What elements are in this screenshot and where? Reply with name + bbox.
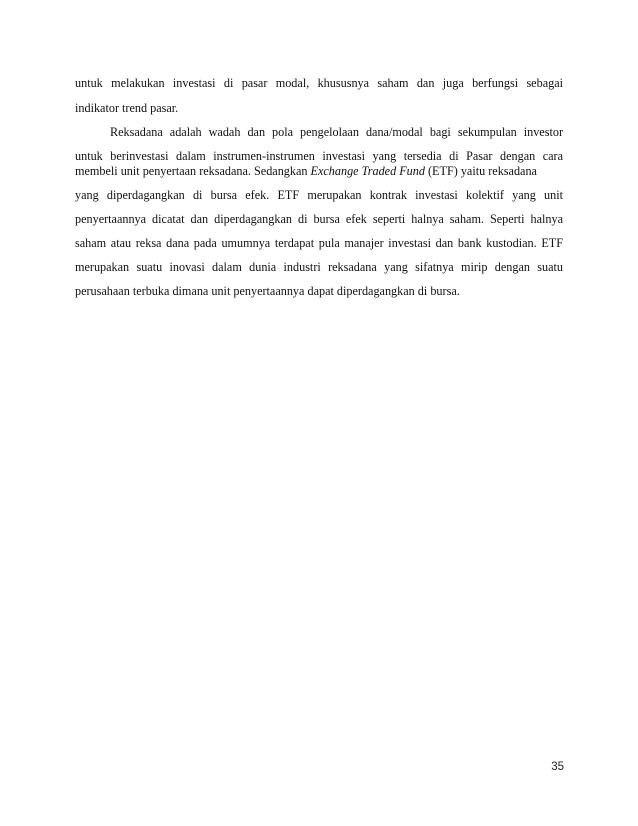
text-line-5 <box>75 163 563 179</box>
text-line-5-italic-term: Exchange Traded Fund <box>310 164 425 178</box>
text-line-8: saham atau reksa dana pada umumnya terdapat pula manajer investasi dan bank kustodian. ETF <box>75 236 563 250</box>
text-line-4: untuk berinvestasi dalam instrumen-instrumen investasi yang tersedia di Pasar dengan cara <box>75 149 563 163</box>
text-line-9: merupakan suatu inovasi dalam dunia industri reksadana yang sifatnya mirip dengan suatu <box>75 260 563 274</box>
text-line-10: perusahaan terbuka dimana unit penyertaannya dapat diperdagangkan di bursa. <box>75 284 460 298</box>
text-line-2: indikator trend pasar. <box>75 101 179 115</box>
text-line-1: untuk melakukan investasi di pasar modal, khususnya saham dan juga berfungsi sebagai <box>75 76 563 90</box>
text-line-7: penyertaannya dicatat dan diperdagangkan di bursa efek seperti halnya saham. Seperti halnya <box>75 212 563 226</box>
page-number: 35 <box>551 761 564 773</box>
text-line-3: Reksadana adalah wadah dan pola pengelolaan dana/modal bagi sekumpulan investor <box>110 125 563 139</box>
text-line-5-after: (ETF) yaitu reksadana <box>424 164 537 178</box>
text-line-6: yang diperdagangkan di bursa efek. ETF merupakan kontrak investasi kolektif yang unit <box>75 188 563 202</box>
text-line-5-before: membeli unit penyertaan reksadana. Sedangkan <box>75 164 311 178</box>
